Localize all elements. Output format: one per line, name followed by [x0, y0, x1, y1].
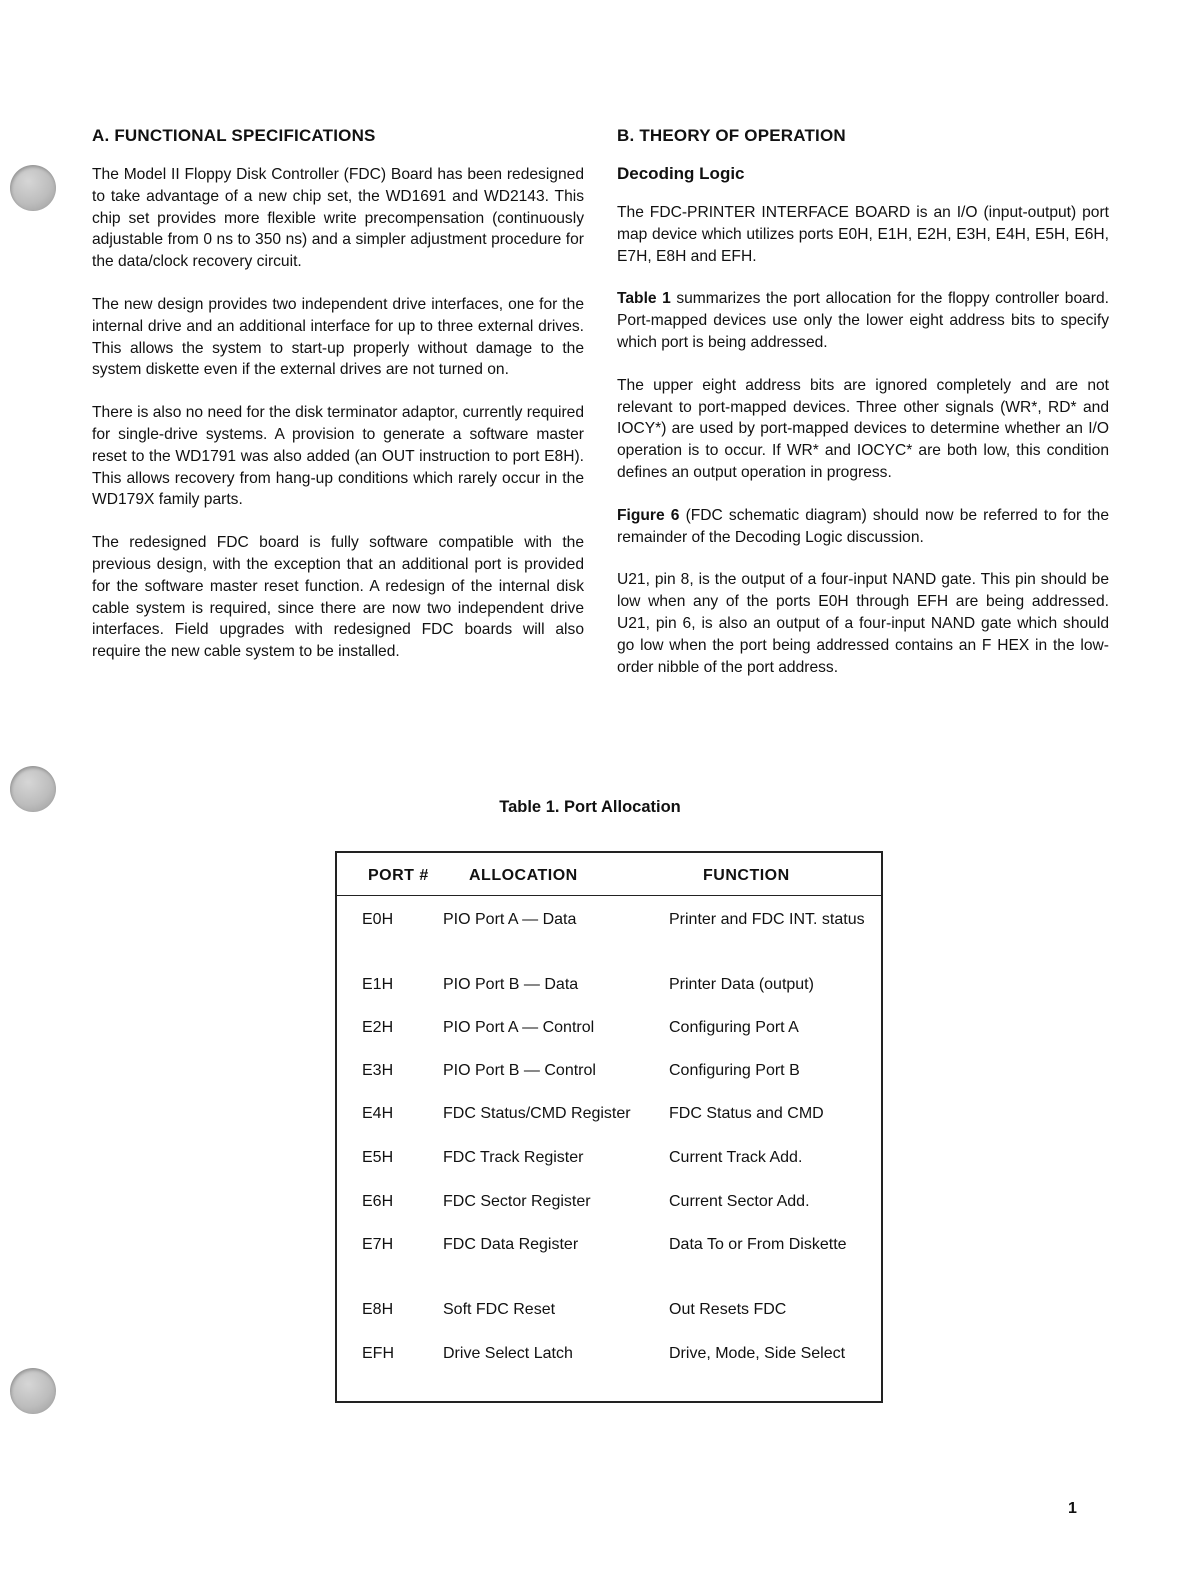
paragraph-figure-reference-text: (FDC schematic diagram) should now be referred to for the remainder of the Decoding Logic discussion. [617, 506, 1109, 546]
decoding-logic-subheading: Decoding Logic [617, 164, 745, 183]
port-cell: E3H [362, 1062, 394, 1079]
function-cell: Configuring Port B [669, 1062, 800, 1079]
port-allocation-table [335, 851, 883, 1403]
right-column [617, 126, 1109, 699]
functional-specifications-heading: A. FUNCTIONAL SPECIFICATIONS [92, 126, 376, 145]
figure-6-reference: Figure 6 [617, 506, 680, 524]
allocation-cell: PIO Port A — Control [443, 1019, 595, 1036]
function-cell: Printer Data (output) [669, 976, 814, 993]
port-cell: EFH [362, 1345, 394, 1362]
page-number: 1 [1068, 1500, 1077, 1517]
port-cell: E0H [362, 911, 394, 928]
header-allocation: ALLOCATION [469, 867, 578, 884]
paragraph-address-bits: The upper eight address bits are ignored completely and are not relevant to port-mapped devices. Three other signals (WR*, RD* and IOCY*) are used by port-mapped devices to determine whether an I/O operation is to occur. If WR* and IOCYC* are both low, this condition defines an output operation in progress. [617, 376, 1109, 481]
table-caption: Table 1. Port Allocation [499, 798, 681, 816]
port-cell: E7H [362, 1236, 394, 1253]
header-port: PORT # [368, 867, 429, 884]
paragraph-nand-gate: U21, pin 8, is the output of a four-input NAND gate. This pin should be low when any of the ports E0H through EFH are being addressed. U21, pin 6, is also an output of a four-input NAND gate which should go low when the port being addressed contains an F HEX in the low-order nibble of the port address. [617, 571, 1109, 676]
function-cell: Data To or From Diskette [669, 1236, 847, 1253]
allocation-cell: FDC Sector Register [443, 1193, 591, 1210]
function-cell: FDC Status and CMD [669, 1105, 824, 1122]
function-cell: Drive, Mode, Side Select [669, 1345, 846, 1362]
paragraph-3: There is also no need for the disk terminator adaptor, currently required for single-drive systems. A provision to generate a software master reset to the WD1791 was also added (an OUT instruction to port E8H). This allows recovery from hang-up conditions which rarely occur in the WD179X family parts. [92, 404, 584, 509]
paragraph-4: The redesigned FDC board is fully software compatible with the previous design, with the exception that an additional port is provided for the software master reset function. A redesign of the internal disk cable system is required, since there are now two independent drive interfaces. Field upgrades with redesigned FDC boards will also require the new cable system to be installed. [92, 534, 584, 661]
port-cell: E8H [362, 1301, 394, 1318]
paragraph-figure-reference [617, 505, 1109, 549]
allocation-cell: PIO Port B — Control [443, 1062, 596, 1079]
allocation-cell: PIO Port A — Data [443, 911, 577, 928]
paragraph-table-summary [617, 288, 1109, 353]
function-cell: Out Resets FDC [669, 1301, 787, 1318]
allocation-cell: FDC Status/CMD Register [443, 1105, 631, 1122]
header-function: FUNCTION [703, 867, 790, 884]
function-cell: Printer and FDC INT. status [669, 911, 865, 928]
function-cell: Current Track Add. [669, 1149, 803, 1166]
port-cell: E2H [362, 1019, 394, 1036]
table-header-row [337, 853, 881, 896]
port-cell: E6H [362, 1193, 394, 1210]
binder-hole-bottom [10, 1368, 56, 1414]
allocation-cell: Soft FDC Reset [443, 1301, 556, 1318]
function-cell: Current Sector Add. [669, 1193, 810, 1210]
allocation-cell: Drive Select Latch [443, 1345, 573, 1362]
left-column [92, 126, 584, 684]
port-cell: E5H [362, 1149, 394, 1166]
allocation-cell: PIO Port B — Data [443, 976, 579, 993]
allocation-cell: FDC Data Register [443, 1236, 579, 1253]
port-cell: E4H [362, 1105, 394, 1122]
paragraph-port-map: The FDC-PRINTER INTERFACE BOARD is an I/O (input-output) port map device which utilizes ports E0H, E1H, E2H, E3H, E4H, E5H, E6H, E7H, E8H and EFH. [617, 204, 1109, 265]
theory-of-operation-heading: B. THEORY OF OPERATION [617, 126, 846, 145]
paragraph-2: The new design provides two independent drive interfaces, one for the internal drive and an additional interface for up to three external drives. This allows the system to start-up properly without damage to the system diskette even if the external drives are not turned on. [92, 295, 584, 379]
table-1-reference: Table 1 [617, 290, 671, 308]
paragraph-table-summary-text: summarizes the port allocation for the floppy controller board. Port-mapped devices use only the lower eight address bits to specify which port is being addressed. [617, 290, 1110, 351]
allocation-cell: FDC Track Register [443, 1149, 584, 1166]
binder-hole-top [10, 165, 56, 211]
function-cell: Configuring Port A [669, 1019, 799, 1036]
paragraph-1: The Model II Floppy Disk Controller (FDC) Board has been redesigned to take advantage of a new chip set, the WD1691 and WD2143. This chip set provides more flexible write precompensation (continuously adjustable from 0 ns to 350 ns) and a simpler adjustment procedure for the data/clock recovery circuit. [92, 166, 584, 271]
port-cell: E1H [362, 976, 394, 993]
